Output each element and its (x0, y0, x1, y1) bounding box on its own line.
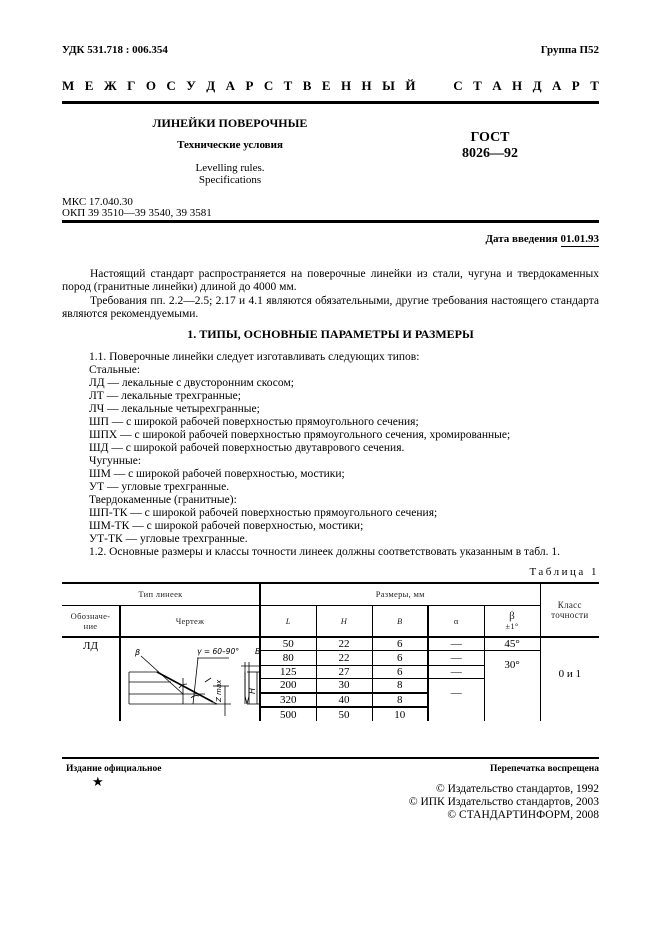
scope-paragraph: Настоящий стандарт распространяется на поверочные линейки из стали, чугуна и твердокаменных пород (гранитные линейки) длиной до 4000 мм. (62, 268, 599, 293)
beta-label: β (135, 648, 141, 657)
official-edition: Издание официальное (66, 764, 162, 774)
header-dims-group: Размеры, мм (260, 583, 540, 605)
list-item: ШП — с широкой рабочей поверхностью прямоугольного сечения; (89, 416, 419, 428)
cell-L: 125 (260, 665, 316, 678)
header-type-group: Тип линеек (62, 583, 260, 605)
banner-letter: Й (405, 78, 416, 93)
list-item: 1.1. Поверочные линейки следует изготавливать следующих типов: (89, 351, 420, 363)
gost-number (440, 130, 540, 162)
interstate-standard-banner (62, 78, 599, 94)
banner-letter: Т (283, 78, 293, 93)
header-class (540, 583, 599, 637)
english-title (130, 162, 330, 186)
okp-code: ОКП 39 3510—39 3540, 39 3581 (62, 207, 212, 219)
list-item: УТ-ТК — угловые трехгранные. (89, 533, 248, 545)
header-beta-symbol: β (509, 609, 515, 622)
banner-letter: Е (84, 78, 94, 93)
footer-rule (62, 757, 599, 759)
banner-letter: А (551, 78, 562, 93)
banner-letter: Т (590, 78, 599, 93)
cell-alpha: — (428, 665, 484, 678)
header-H: H (316, 605, 372, 637)
banner-letter: М (62, 78, 75, 93)
list-item: 1.2. Основные размеры и классы точности линеек должны соответствовать указанным в табл. 1. (89, 546, 560, 558)
header-alpha: α (428, 605, 484, 637)
intro-date-label: Дата введения (485, 233, 561, 245)
group-code: Группа П52 (540, 44, 599, 56)
header-beta (484, 605, 540, 637)
cell-B: 10 (372, 707, 428, 721)
table-row (62, 637, 599, 651)
section-title: 1. ТИПЫ, ОСНОВНЫЕ ПАРАМЕТРЫ И РАЗМЕРЫ (187, 327, 474, 341)
classification-codes (62, 197, 212, 219)
banner-letter: А (492, 78, 502, 93)
list-item: Чугунные: (89, 455, 142, 467)
cell-L: 500 (260, 707, 316, 721)
cell-H: 27 (316, 665, 372, 678)
banner-letter: Н (361, 78, 372, 93)
zmax-label: Z max (215, 679, 223, 702)
cell-B: 6 (372, 665, 428, 678)
types-list (89, 351, 560, 559)
reprint-notice: Перепечатка воспрещена (489, 764, 599, 774)
banner-letter (440, 78, 443, 94)
header-beta-tolerance: ±1° (505, 620, 519, 631)
cell-B: 6 (372, 637, 428, 651)
ruler-drawing (121, 638, 261, 718)
cell-L: 200 (260, 678, 316, 693)
title-rule (62, 220, 599, 223)
cell-H: 22 (316, 637, 372, 651)
cell-H: 50 (316, 707, 372, 721)
list-item: ЛТ — лекальные трехгранные; (89, 390, 241, 402)
cell-H: 22 (316, 651, 372, 666)
copyright-line: © Издательство стандартов, 1992 (435, 783, 599, 795)
cell-B: 6 (372, 651, 428, 666)
intro-date-value: 01.01.93 (560, 233, 599, 245)
star-icon: ★ (92, 774, 104, 789)
banner-letter: У (186, 78, 196, 93)
banner-letter: О (145, 78, 156, 93)
cell-B: 8 (372, 693, 428, 707)
list-item: ШМ — с широкой рабочей поверхностью, мостики; (89, 468, 345, 480)
document-subtitle: Технические условия (177, 139, 283, 151)
banner-letter: С (453, 78, 463, 93)
designation-cell: ЛД (62, 637, 120, 721)
list-item: ЛЧ — лекальные четырехгранные; (89, 403, 260, 415)
header-designation (62, 605, 120, 637)
gost-label: ГОСТ (470, 130, 510, 145)
banner-letter: Е (321, 78, 331, 93)
h-label: H (248, 687, 257, 694)
banner-letter: Р (245, 78, 254, 93)
header-B: B (372, 605, 428, 637)
banner-letter: Д (206, 78, 216, 93)
gamma-label: γ = 60–90° (197, 647, 240, 656)
cell-alpha: — (428, 651, 484, 666)
table-label: Таблица 1 (529, 566, 599, 578)
english-title-line2: Specifications (198, 174, 262, 186)
cell-L: 50 (260, 637, 316, 651)
header-rule (62, 101, 599, 104)
banner-letter: Н (340, 78, 352, 93)
banner-letter: Р (571, 78, 580, 93)
cell-alpha: — (428, 637, 484, 651)
header-L: L (260, 605, 316, 637)
banner-letter: Т (473, 78, 482, 93)
cell-L: 320 (260, 693, 316, 707)
header-class-text: Класс точности (551, 600, 589, 620)
mks-code: МКС 17.040.30 (62, 196, 133, 208)
list-item: ЛД — лекальные с двусторонним скосом; (89, 377, 294, 389)
list-item: Стальные: (89, 364, 141, 376)
list-item: ШПХ — с широкой рабочей поверхностью прямоугольного сечения, хромированные; (89, 429, 511, 441)
banner-letter: С (166, 78, 176, 93)
banner-letter: Д (532, 78, 542, 93)
header-drawing: Чертеж (120, 605, 260, 637)
document-title: ЛИНЕЙКИ ПОВЕРОЧНЫЕ (152, 116, 308, 130)
header-designation-text: Обозначе-ние (70, 610, 111, 631)
banner-letter (426, 78, 429, 94)
list-item: ШД — с широкой рабочей поверхностью двутаврового сечения. (89, 442, 405, 454)
list-item: УТ — угловые трехгранные. (89, 481, 230, 493)
list-item: ШМ-ТК — с широкой рабочей поверхностью, мостики; (89, 520, 364, 532)
banner-letter: Ж (103, 78, 117, 93)
cell-B: 8 (372, 678, 428, 693)
banner-letter: А (225, 78, 235, 93)
list-item: Твердокаменные (гранитные): (89, 494, 237, 506)
banner-letter: В (302, 78, 312, 93)
banner-letter: С (263, 78, 274, 93)
cell-beta: 45° (484, 637, 540, 651)
banner-letter: Н (512, 78, 523, 93)
cell-class: 0 и 1 (558, 668, 581, 680)
table-1 (62, 582, 599, 721)
introduction-date (485, 233, 599, 245)
requirements-paragraph: Требования пп. 2.2—2.5; 2.17 и 4.1 являются обязательными, другие требования настоящего стандарта являются рекомендуемыми. (62, 295, 599, 320)
english-title-line1: Levelling rules. (195, 162, 265, 174)
cell-H: 30 (316, 678, 372, 693)
cell-H: 40 (316, 693, 372, 707)
banner-letter: Г (127, 78, 136, 93)
copyright-block (409, 783, 599, 822)
udk-code: УДК 531.718 : 006.354 (62, 44, 168, 56)
gost-code: 8026—92 (462, 146, 518, 161)
copyright-line: © СТАНДАРТИНФОРМ, 2008 (447, 809, 599, 821)
cell-alpha-merged: — (428, 678, 484, 721)
cell-L: 80 (260, 651, 316, 666)
drawing-cell (120, 637, 260, 721)
cell-beta-merged: 30° (484, 651, 540, 722)
banner-letter: Ы (382, 78, 395, 93)
copyright-line: © ИПК Издательство стандартов, 2003 (408, 796, 599, 808)
b-label: B (255, 647, 261, 656)
list-item: ШП-ТК — с широкой рабочей поверхностью прямоугольного сечения; (89, 507, 438, 519)
